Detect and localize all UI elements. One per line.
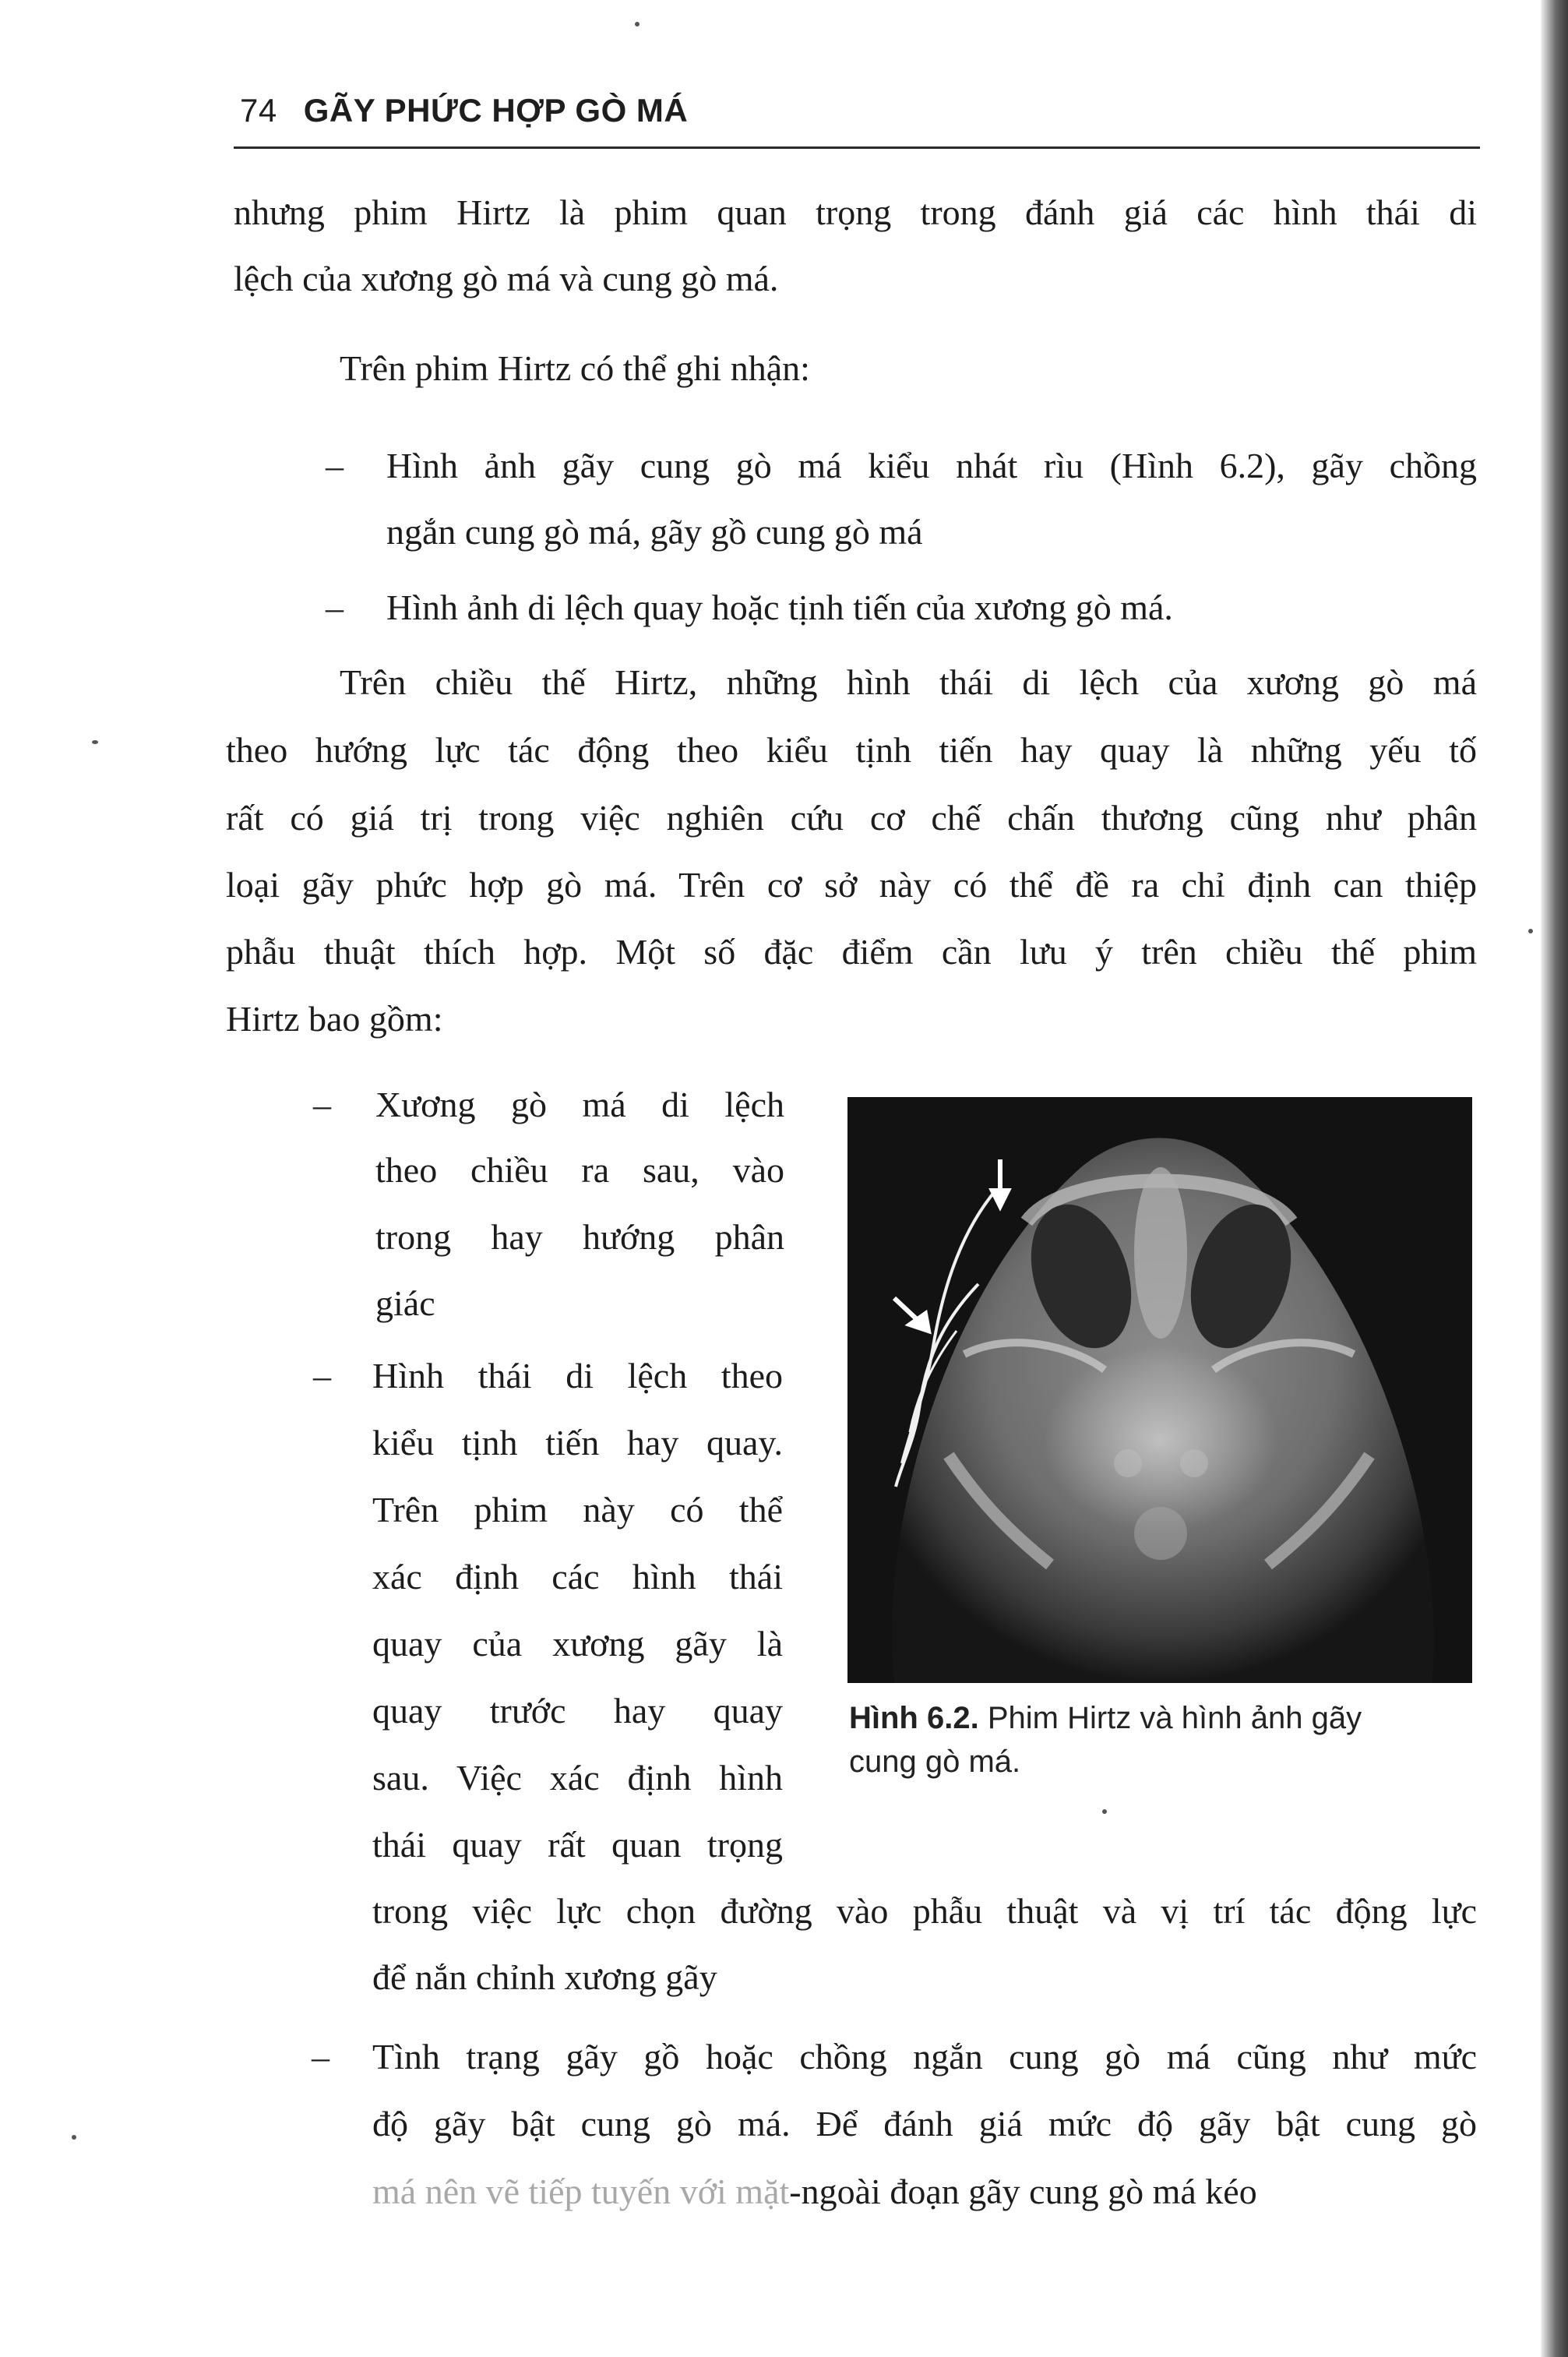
running-header	[240, 92, 1478, 129]
bullet-dash: –	[326, 587, 344, 627]
text-line: loại gãy phức hợp gò má. Trên cơ sở này có thể đề ra chỉ định can thiệp	[226, 865, 1477, 905]
text-line: trong việc lực chọn đường vào phẫu thuật và vị trí tác động lực	[372, 1891, 1477, 1931]
text-line: Trên phim Hirtz có thể ghi nhận:	[340, 348, 810, 388]
figure-label: Hình 6.2.	[849, 1701, 979, 1735]
faded-text: má nên vẽ tiếp tuyến với mặt	[372, 2172, 790, 2211]
text-line: Trên phim này có thể	[372, 1490, 783, 1530]
bullet-dash: –	[312, 2037, 329, 2076]
text-line: trong hay hướng phân	[375, 1217, 784, 1257]
text-line-partial: má nên vẽ tiếp tuyến với mặt-ngoài đoạn gãy cung gò má kéo	[372, 2172, 1257, 2211]
text-line: Hirtz bao gồm:	[226, 999, 443, 1039]
figure-caption-line	[849, 1699, 1362, 1738]
text-line: Trên chiều thế Hirtz, những hình thái di lệch của xương gò má	[340, 662, 1477, 702]
text-line: sau. Việc xác định hình	[372, 1758, 783, 1798]
text-line: theo chiều ra sau, vào	[375, 1150, 784, 1190]
scanned-page-edge	[1541, 0, 1568, 2357]
text-line: xác định các hình thái	[372, 1557, 783, 1597]
figure-caption-line: cung gò má.	[849, 1745, 1021, 1779]
text-line: kiểu tịnh tiến hay quay.	[372, 1423, 783, 1463]
text-line: quay trước hay quay	[372, 1691, 783, 1731]
bullet-dash: –	[313, 1085, 331, 1124]
scan-speck	[92, 740, 98, 744]
bullet-dash: –	[313, 1356, 331, 1395]
text-line: giác	[375, 1283, 435, 1323]
scan-speck	[635, 22, 640, 26]
scan-speck	[1528, 929, 1533, 933]
text-line: ngắn cung gò má, gãy gồ cung gò má	[386, 512, 923, 552]
text-line: Hình ảnh di lệch quay hoặc tịnh tiến của xương gò má.	[386, 587, 1173, 627]
bullet-dash: –	[326, 446, 344, 485]
text-segment: ngoài đoạn gãy cung gò má kéo	[801, 2172, 1257, 2211]
text-line: phẫu thuật thích hợp. Một số đặc điểm cần lưu ý trên chiều thế phim	[226, 932, 1477, 972]
text-line: độ gãy bật cung gò má. Để đánh giá mức độ gãy bật cung gò	[372, 2104, 1477, 2144]
text-line: Hình ảnh gãy cung gò má kiểu nhát rìu (Hình 6.2), gãy chồng	[386, 446, 1477, 485]
scan-speck	[72, 2135, 76, 2140]
header-rule	[234, 146, 1480, 149]
caption-text: Phim Hirtz và hình ảnh gãy	[987, 1701, 1362, 1735]
page-number: 74	[240, 92, 277, 129]
text-line: Tình trạng gãy gồ hoặc chồng ngắn cung gò má cũng như mức	[372, 2037, 1477, 2076]
chapter-title: GÃY PHỨC HỢP GÒ MÁ	[303, 92, 689, 129]
text-line: Xương gò má di lệch	[375, 1085, 784, 1124]
xray-figure	[847, 1097, 1472, 1683]
text-line: quay của xương gãy là	[372, 1624, 783, 1664]
text-line: thái quay rất quan trọng	[372, 1825, 783, 1865]
text-line: rất có giá trị trong việc nghiên cứu cơ chế chấn thương cũng như phân	[226, 798, 1477, 838]
text-line: theo hướng lực tác động theo kiểu tịnh tiến hay quay là những yếu tố	[226, 730, 1477, 770]
text-line: Hình thái di lệch theo	[372, 1356, 783, 1395]
text-line: nhưng phim Hirtz là phim quan trọng trong đánh giá các hình thái di	[234, 192, 1477, 232]
text-line: để nắn chỉnh xương gãy	[372, 1957, 717, 1997]
scan-speck	[1102, 1809, 1107, 1814]
text-line: lệch của xương gò má và cung gò má.	[234, 259, 779, 298]
xray-image	[847, 1097, 1472, 1683]
